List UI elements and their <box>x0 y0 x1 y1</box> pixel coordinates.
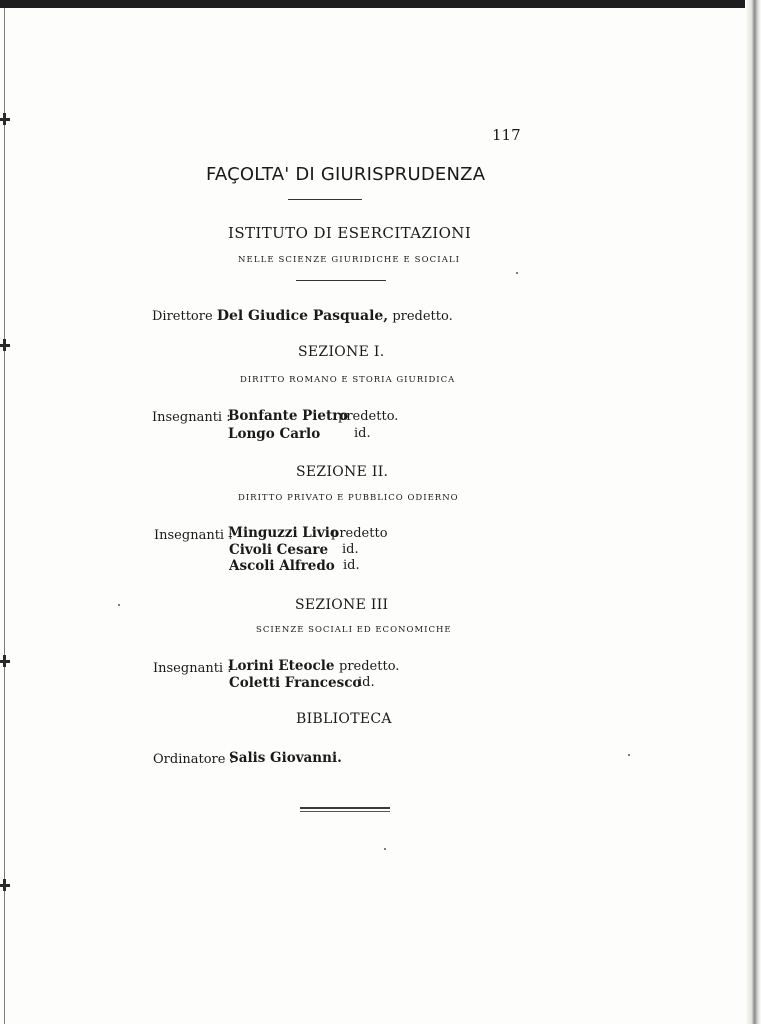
institute-subtitle: NELLE SCIENZE GIURIDICHE E SOCIALI <box>238 255 461 265</box>
section-1-member-note: id. <box>354 426 371 441</box>
scan-speck <box>628 754 630 756</box>
section-2-member-name: Minguzzi Livio <box>228 525 339 541</box>
scan-speck <box>384 848 386 850</box>
section-1-member-name: Longo Carlo <box>228 426 321 442</box>
institute-rule <box>296 280 386 281</box>
library-name: Salis Giovanni. <box>229 750 342 766</box>
section-1-title: SEZIONE I. <box>298 344 385 360</box>
section-2-member-note: id. <box>343 558 360 573</box>
library-title: BIBLIOTECA <box>296 711 392 727</box>
margin-mark <box>0 660 10 663</box>
scan-speck <box>118 604 120 606</box>
scan-speck <box>516 272 518 274</box>
faculty-title: FAÇOLTA' DI GIURISPRUDENZA <box>206 164 486 185</box>
section-2-label: Insegnanti : <box>154 528 233 543</box>
section-1-subtitle: DIRITTO ROMANO E STORIA GIURIDICA <box>240 375 456 385</box>
director-name: Del Giudice Pasquale, <box>216 308 389 324</box>
section-3-member-name: Lorini Eteocle <box>228 658 335 674</box>
scan-top-border <box>0 0 761 8</box>
margin-mark <box>0 118 10 121</box>
title-rule <box>288 199 362 200</box>
section-3-subtitle: SCIENZE SOCIALI ED ECONOMICHE <box>256 625 452 635</box>
end-rule <box>300 807 390 809</box>
section-3-member-note: predetto. <box>339 659 400 674</box>
section-1-label: Insegnanti : <box>152 410 231 425</box>
section-3-member-note: id. <box>358 675 375 690</box>
section-3-title: SEZIONE III <box>295 597 389 613</box>
section-3-member-name: Coletti Francesco <box>229 675 362 691</box>
institute-title: ISTITUTO DI ESERCITAZIONI <box>228 224 472 242</box>
margin-mark <box>0 344 10 347</box>
section-2-member-note: id. <box>342 542 359 557</box>
end-rule-thin <box>300 811 390 812</box>
page-number: 117 <box>492 126 521 144</box>
section-2-title: SEZIONE II. <box>296 464 389 480</box>
section-2-member-note: predetto <box>331 526 388 541</box>
margin-mark <box>0 884 10 887</box>
section-1-member-name: Bonfante Pietro <box>228 408 349 424</box>
section-2-member-name: Ascoli Alfredo <box>229 558 335 574</box>
director-note: predetto. <box>392 309 453 324</box>
section-2-member-name: Civoli Cesare <box>229 542 329 558</box>
section-1-member-note: predetto. <box>338 409 399 424</box>
director-label: Direttore <box>152 309 213 324</box>
scan-left-edge <box>4 8 5 1024</box>
director-line <box>152 308 453 324</box>
library-label: Ordinatore : <box>153 752 234 767</box>
page-binding-edge <box>745 0 761 1024</box>
section-2-subtitle: DIRITTO PRIVATO E PUBBLICO ODIERNO <box>238 493 459 503</box>
section-3-label: Insegnanti : <box>153 661 232 676</box>
